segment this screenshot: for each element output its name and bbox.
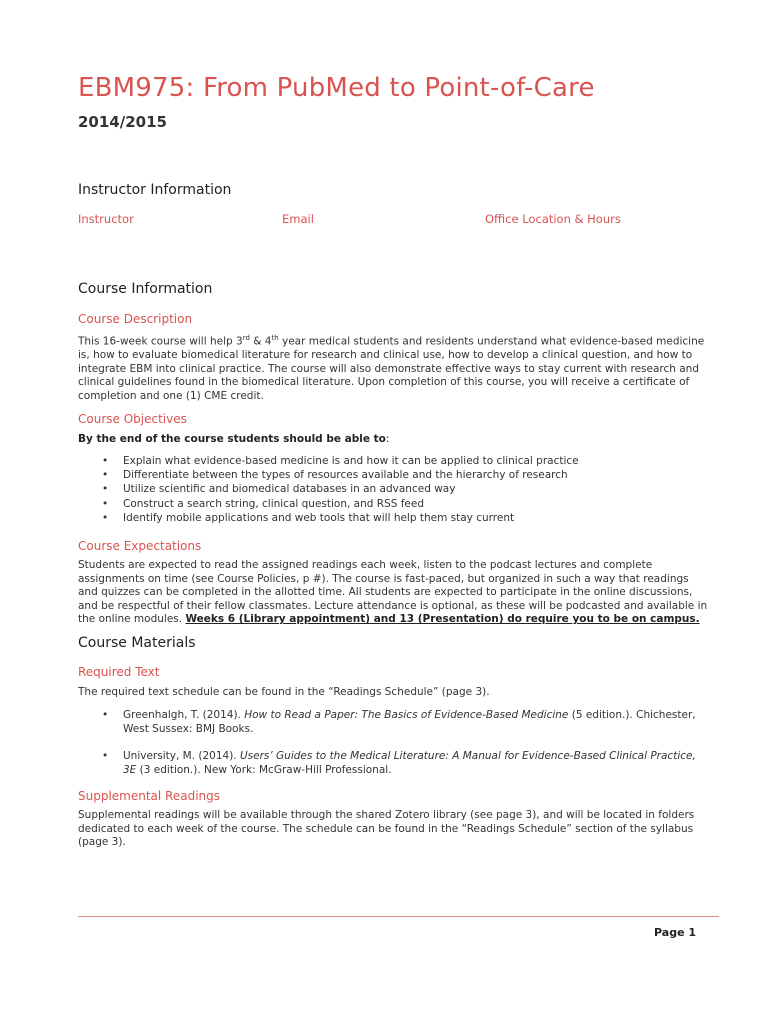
list-item: • Differentiate between the types of resources available and the hierarchy of research <box>102 469 568 482</box>
course-description-heading: Course Description <box>78 312 193 326</box>
bullet-icon: • <box>102 469 109 482</box>
list-item: • Explain what evidence-based medicine is and how it can be applied to clinical practice <box>102 455 579 467</box>
supplemental-readings-heading: Supplemental Readings <box>78 789 221 803</box>
bullet-icon: • <box>102 750 109 762</box>
document-title: EBM975: From PubMed to Point-of-Care <box>78 73 595 103</box>
reference-greenhalgh: • Greenhalgh, T. (2014). How to Read a Paper: The Basics of Evidence-Based Medicine (5 edition.). Chichester, West Sussex: BMJ Books. <box>102 709 696 735</box>
required-text-heading: Required Text <box>78 665 160 679</box>
bullet-icon: • <box>102 497 109 510</box>
objectives-list <box>78 454 698 525</box>
course-info-heading: Course Information <box>78 281 213 297</box>
instructor-info-heading: Instructor Information <box>78 182 232 198</box>
course-expectations-text: Students are expected to read the assigned readings each week, listen to the podcast lectures and complete assignments on time (see Course Policies, p #). The course is fast-paced, but organized in such a way that readings and quizzes can be completed in the allotted time. All students are expected to participate in the online discussions, and be respectful of their fellow classmates. Lecture attendance is optional, as these will be podcasted and available in the online modules. Weeks 6 (Library appointment) and 13 (Presentation) do require you to be on campus. <box>78 559 708 626</box>
list-item: • Construct a search string, clinical question, and RSS feed <box>102 497 425 510</box>
email-column-header: Email <box>282 212 314 226</box>
objectives-lead: By the end of the course students should be able to: <box>78 433 390 445</box>
page-number: Page 1 <box>654 926 697 939</box>
reference-users-guides: • University, M. (2014). Users’ Guides to the Medical Literature: A Manual for Evidence-Based Clinical Practice, 3E (3 edition.). New York: McGraw-Hill Professional. <box>102 750 696 776</box>
list-item: • Utilize scientific and biomedical databases in an advanced way <box>102 483 456 496</box>
bullet-icon: • <box>102 455 109 467</box>
academic-year: 2014/2015 <box>78 113 167 131</box>
course-objectives-heading: Course Objectives <box>78 412 187 426</box>
course-expectations-heading: Course Expectations <box>78 539 202 553</box>
instructor-column-header: Instructor <box>78 212 134 226</box>
supplemental-readings-text: Supplemental readings will be available through the shared Zotero library (see page 3), and will be located in folders dedicated to each week of the course. The schedule can be found in the “Readings Schedule” section of the syllabus (page 3). <box>78 809 695 849</box>
bullet-icon: • <box>102 709 109 721</box>
bullet-icon: • <box>102 483 109 496</box>
list-item: • Identify mobile applications and web tools that will help them stay current <box>102 511 515 524</box>
course-materials-heading: Course Materials <box>78 635 196 651</box>
bullet-icon: • <box>102 511 109 524</box>
required-text-intro: The required text schedule can be found in the “Readings Schedule” (page 3). <box>78 686 490 698</box>
course-description-text: This 16-week course will help 3rd & 4th year medical students and residents understand what evidence-based medicine is, how to evaluate biomedical literature for research and clinical use, how to develop a clinical question, and how to integrate EBM into clinical practice. The course will also demonstrate effective ways to stay current with research and clinical guidelines found in the biomedical literature. Upon completion of this course, you will receive a certificate of completion and one (1) CME credit. <box>78 334 705 402</box>
footer-divider <box>78 916 719 917</box>
campus-requirement-note: Weeks 6 (Library appointment) and 13 (Presentation) do require you to be on campus. <box>185 613 700 626</box>
office-column-header: Office Location & Hours <box>485 212 621 226</box>
